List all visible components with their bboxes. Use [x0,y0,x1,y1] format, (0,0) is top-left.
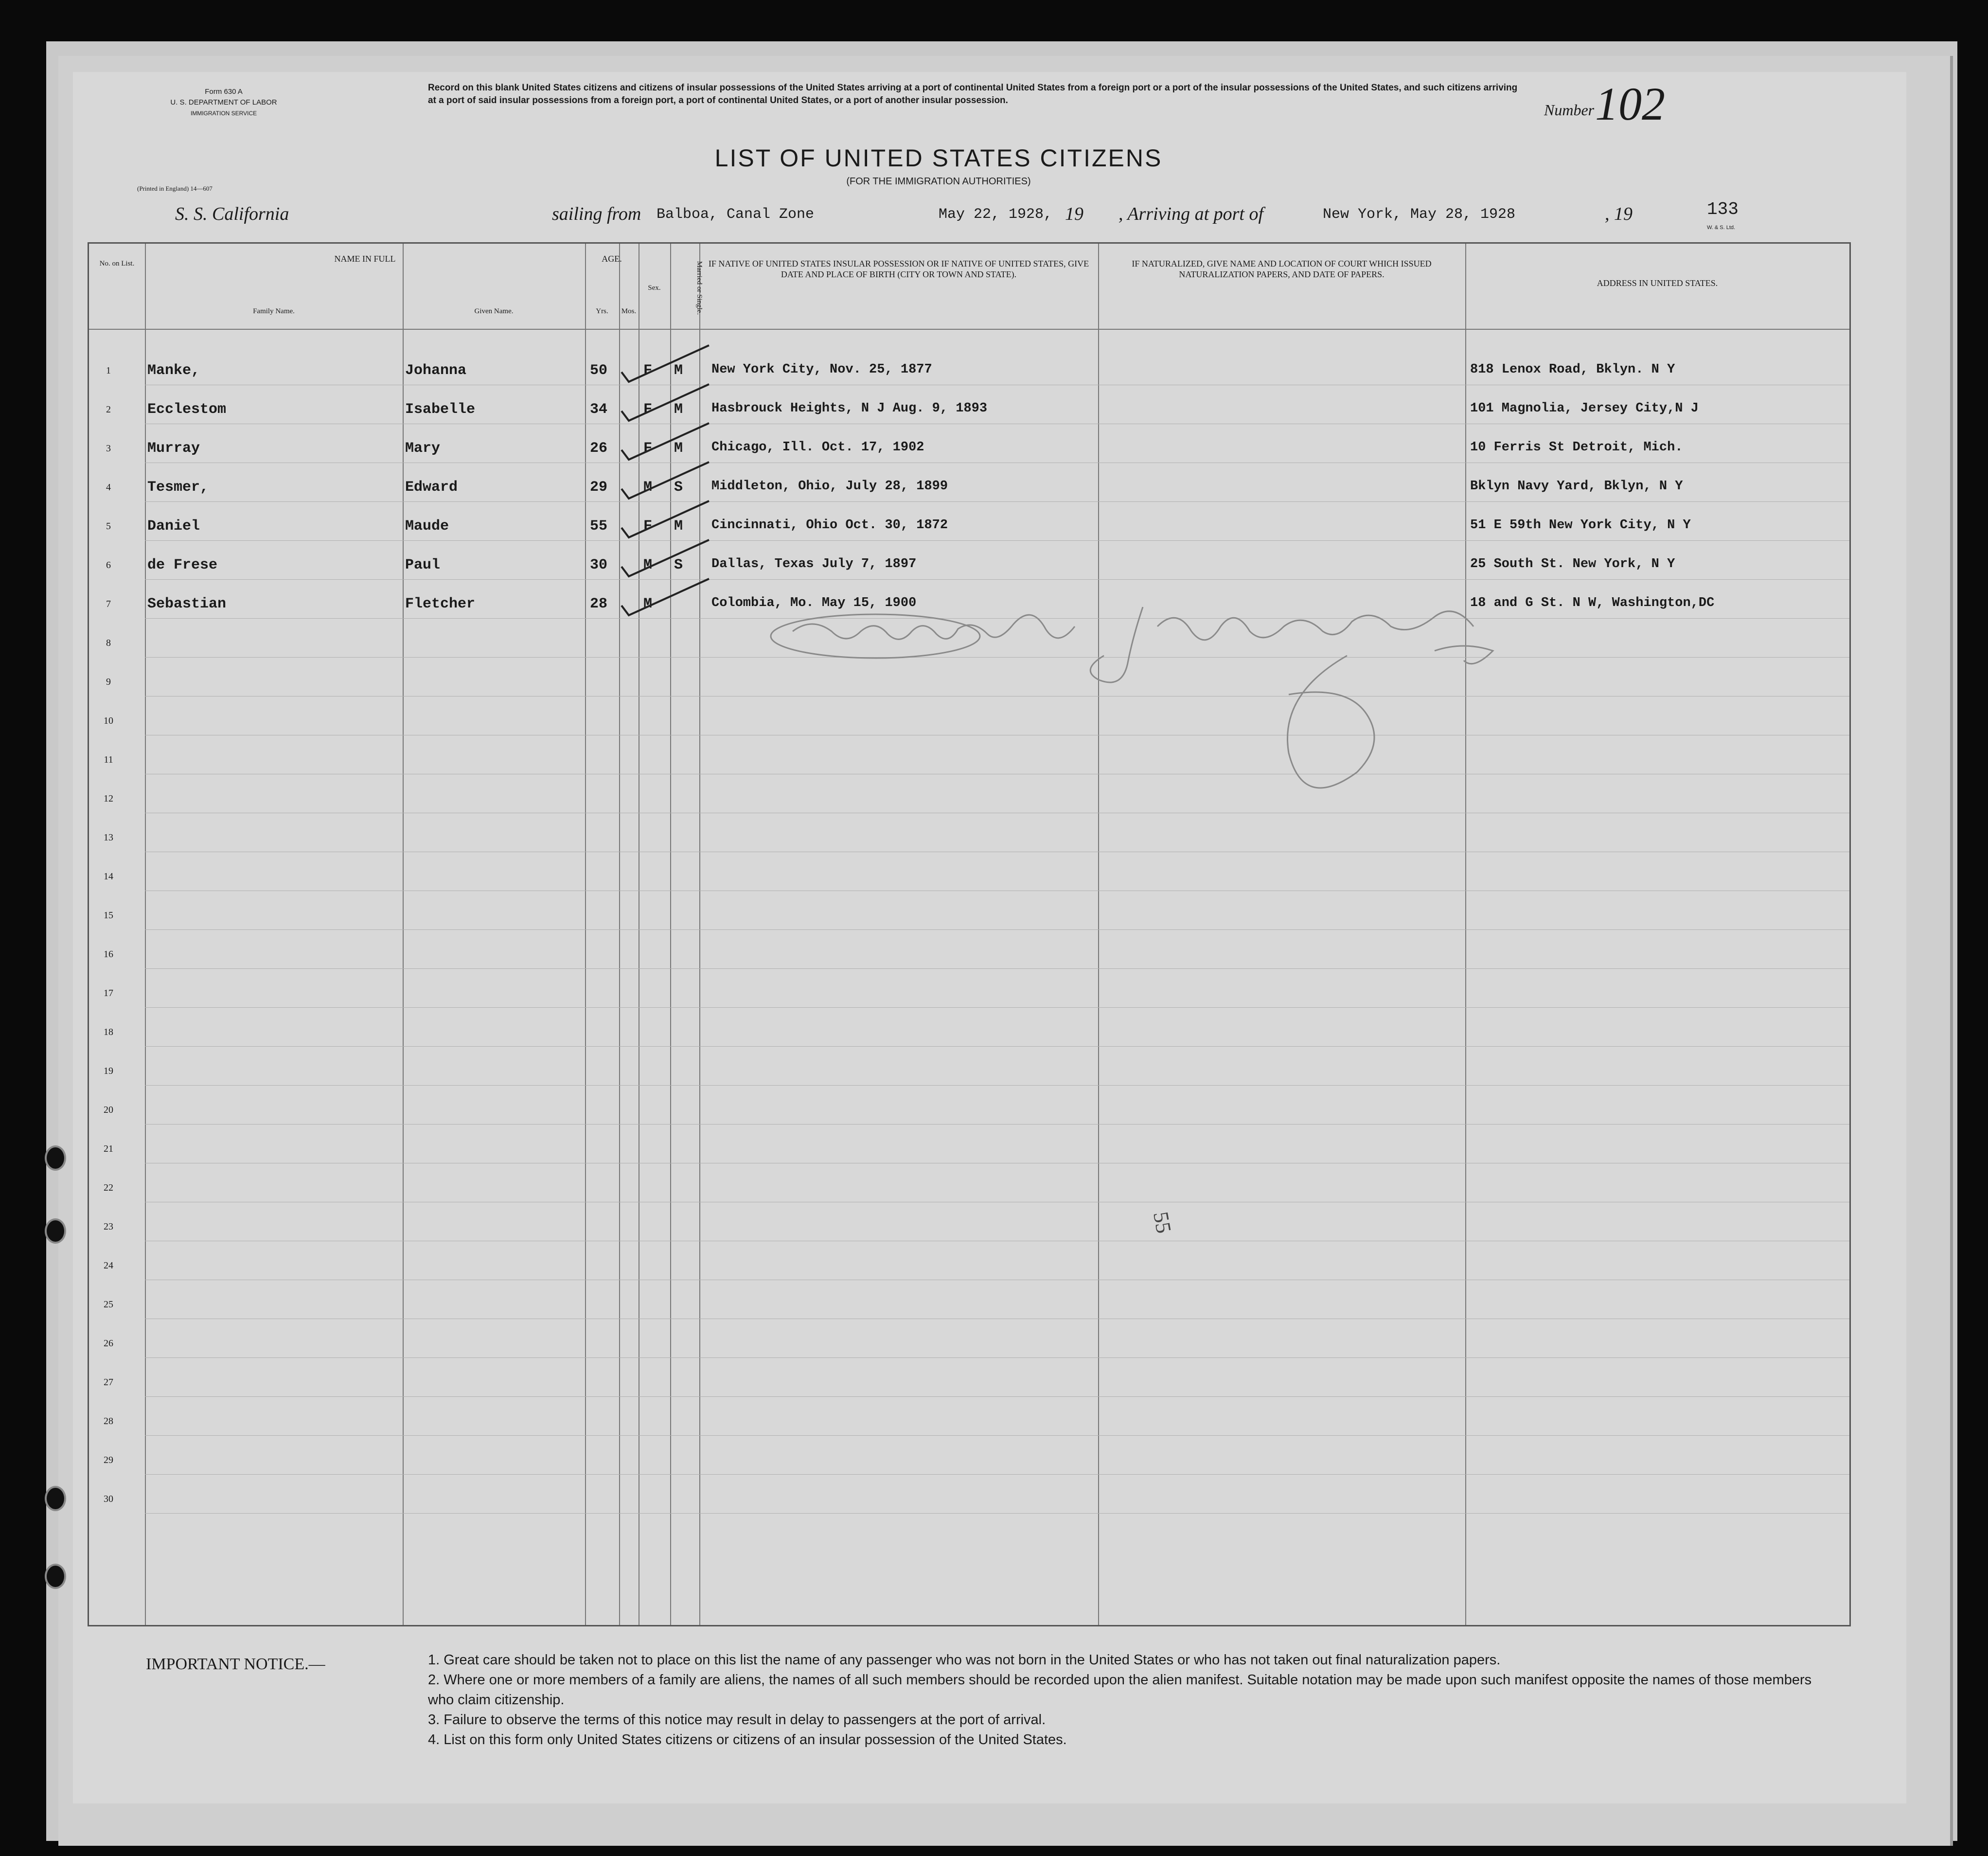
arriving-label: , Arriving at port of [1118,204,1264,224]
marital-status-cell: M [674,518,683,535]
col-header-address: ADDRESS IN UNITED STATES. [1597,278,1718,288]
binder-hole [45,1145,66,1171]
printer-mark: W. & S. Ltd. [1707,225,1736,231]
departure-date: May 22, 1928, [939,206,1053,223]
row-number: 6 [106,560,111,571]
col-header-yrs: Yrs. [596,307,608,315]
family-name-cell: Sebastian [147,596,227,612]
row-number: 15 [104,910,113,921]
row-number: 12 [104,793,113,804]
manifest-page [73,72,1906,1803]
address-cell: 18 and G St. N W, Washington,DC [1470,596,1715,610]
binder-hole [45,1218,66,1244]
page-title: LIST OF UNITED STATES CITIZENS [714,144,1163,172]
row-number: 10 [104,715,113,726]
sex-cell: F [643,440,653,457]
check-mark-icon [617,576,714,620]
check-mark-icon [617,421,714,464]
address-cell: 51 E 59th New York City, N Y [1470,518,1691,533]
row-number: 22 [104,1182,113,1193]
notice-item: 4. List on this form only United States citizens or citizens of an insular possession of the United States. [428,1732,1067,1748]
departure-port: Balboa, Canal Zone [657,206,815,223]
row-number: 11 [104,754,113,765]
handwritten-annotation: 55 [1149,1210,1176,1235]
sex-cell: F [643,362,653,379]
marital-status-cell: M [674,401,683,418]
notice-item: 2. Where one or more members of a family are aliens, the names of all such members should be recorded upon the alien manifest. Suitable notation may be made upon such manifest opposite the names of those members who claim citizenship. [428,1672,1812,1708]
service: IMMIGRATION SERVICE [190,110,257,117]
year-prefix: 19 [1065,204,1083,224]
family-name-cell: de Frese [147,557,218,573]
row-number: 29 [104,1455,113,1465]
row-rule [145,929,1849,930]
col-header-family: Family Name. [253,307,295,315]
col-header-native: IF NATIVE OF UNITED STATES INSULAR POSSESSION OR IF NATIVE OF UNITED STATES, GIVE DATE AND PLACE OF BIRTH (CITY OR TOWN AND STATE). [708,259,1089,279]
row-rule [145,1046,1849,1047]
row-number: 26 [104,1338,113,1349]
row-number: 16 [104,949,113,960]
family-name-cell: Ecclestom [147,401,227,418]
address-cell: 101 Magnolia, Jersey City,N J [1470,401,1699,416]
row-number: 14 [104,871,113,882]
address-cell: 818 Lenox Road, Bklyn. N Y [1470,362,1675,377]
binder-hole [45,1486,66,1511]
check-mark-icon [617,382,714,426]
row-rule [145,1007,1849,1008]
row-rule [145,1396,1849,1397]
row-number: 27 [104,1377,113,1388]
row-number: 13 [104,832,113,843]
row-number: 7 [106,599,111,609]
row-number: 8 [106,638,111,648]
col-header-age: AGE. [602,254,622,264]
sex-cell: F [643,518,653,535]
notice-item: 1. Great care should be taken not to place on this list the name of any passenger who was not born in the United States or who has not taken out final naturalization papers. [428,1652,1501,1668]
col-header-no: No. on List. [99,260,135,268]
sex-cell: M [643,557,653,573]
row-number: 21 [104,1143,113,1154]
number-label: Number [1544,101,1595,119]
row-rule [145,1474,1849,1475]
birth-place-date-cell: Colombia, Mo. May 15, 1900 [711,596,917,610]
age-cell: 26 [590,440,608,457]
given-name-cell: Paul [405,557,441,573]
check-mark-icon [617,537,714,581]
family-name-cell: Tesmer, [147,479,209,496]
marital-status-cell: M [674,440,683,457]
marital-status-cell: S [674,557,683,573]
row-number: 1 [106,365,111,376]
row-rule [145,1513,1849,1514]
form-instruction: Record on this blank United States citizens and citizens of insular possessions of the United States arriving at a port of continental United States from a foreign port or a port of the insular possessions of the United States, and such citizens arriving at a port of said insular possessions from a foreign port, a port of continental United States, or a port of another insular possession. [428,83,1518,106]
department: U. S. DEPARTMENT OF LABOR [170,98,277,107]
form-identifier [151,87,297,119]
row-rule [145,540,1849,541]
given-name-cell: Edward [405,479,458,496]
row-number: 5 [106,521,111,532]
row-number: 18 [104,1027,113,1037]
inspector-signature [754,597,1678,840]
birth-place-date-cell: Middleton, Ohio, July 28, 1899 [711,479,948,494]
row-number: 23 [104,1221,113,1232]
address-cell: 25 South St. New York, N Y [1470,557,1675,571]
age-cell: 34 [590,401,608,418]
given-name-cell: Maude [405,518,449,535]
arrival-port-date: New York, May 28, 1928 [1323,206,1516,223]
sailing-from-label: sailing from [552,204,641,224]
family-name-cell: Manke, [147,362,200,379]
row-rule [145,1435,1849,1436]
age-cell: 29 [590,479,608,496]
address-cell: 10 Ferris St Detroit, Mich. [1470,440,1683,455]
age-cell: 50 [590,362,608,379]
row-number: 30 [104,1494,113,1504]
given-name-cell: Fletcher [405,596,476,612]
family-name-cell: Daniel [147,518,200,535]
row-number: 9 [106,677,111,687]
notice-item: 3. Failure to observe the terms of this notice may result in delay to passengers at the port of arrival. [428,1712,1046,1728]
manifest-table [88,242,1851,1626]
address-cell: Bklyn Navy Yard, Bklyn, N Y [1470,479,1683,494]
row-rule [145,579,1849,580]
col-header-given: Given Name. [474,307,514,315]
age-cell: 28 [590,596,608,612]
page-subtitle: (FOR THE IMMIGRATION AUTHORITIES) [846,176,1031,187]
birth-place-date-cell: Hasbrouck Heights, N J Aug. 9, 1893 [711,401,988,416]
birth-place-date-cell: New York City, Nov. 25, 1877 [711,362,932,377]
page-number: 133 [1707,199,1739,219]
given-name-cell: Johanna [405,362,467,379]
binder-hole [45,1564,66,1589]
year-prefix-2: , 19 [1605,204,1633,224]
row-rule [145,1357,1849,1358]
marital-status-cell: M [674,362,683,379]
col-header-sex: Sex. [648,284,661,292]
row-number: 2 [106,404,111,415]
given-name-cell: Isabelle [405,401,476,418]
sex-cell: M [643,479,653,496]
ship-name: S. S. California [175,204,289,224]
col-header-name: NAME IN FULL [334,254,396,264]
row-number: 4 [106,482,111,493]
row-number: 25 [104,1299,113,1310]
row-number: 24 [104,1260,113,1271]
printed-note: (Printed in England) 14—607 [137,185,213,192]
sex-cell: M [643,596,653,612]
col-header-mos: Mos. [621,307,637,315]
row-number: 28 [104,1416,113,1427]
form-number: Form 630 A [205,88,243,96]
row-rule [145,1085,1849,1086]
row-number: 19 [104,1066,113,1076]
age-cell: 55 [590,518,608,535]
marital-status-cell: S [674,479,683,496]
row-number: 17 [104,988,113,999]
check-mark-icon [617,499,714,542]
family-name-cell: Murray [147,440,200,457]
row-rule [145,501,1849,502]
row-number: 20 [104,1105,113,1115]
row-rule [145,968,1849,969]
birth-place-date-cell: Cincinnati, Ohio Oct. 30, 1872 [711,518,948,533]
notice-heading: IMPORTANT NOTICE.— [146,1655,325,1673]
birth-place-date-cell: Chicago, Ill. Oct. 17, 1902 [711,440,924,455]
row-number: 3 [106,443,111,454]
age-cell: 30 [590,557,608,573]
birth-place-date-cell: Dallas, Texas July 7, 1897 [711,557,917,571]
check-mark-icon [617,460,714,503]
number-value: 102 [1595,78,1665,130]
given-name-cell: Mary [405,440,441,457]
col-header-married: Married or Single. [695,261,703,315]
sex-cell: F [643,401,653,418]
check-mark-icon [617,343,714,387]
col-header-naturalized: IF NATURALIZED, GIVE NAME AND LOCATION OF COURT WHICH ISSUED NATURALIZATION PAPERS, AND DATE OF PAPERS. [1132,259,1432,279]
